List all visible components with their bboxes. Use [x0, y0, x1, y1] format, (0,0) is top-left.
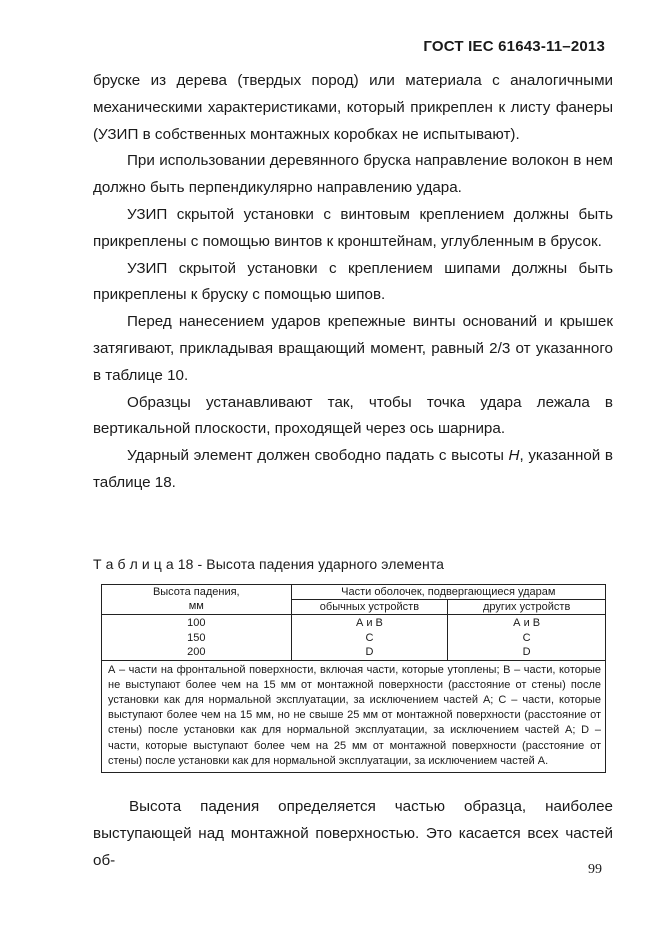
paragraph-drop-height: [93, 443, 613, 497]
page-number: 99: [588, 862, 602, 877]
table-value: С: [365, 631, 374, 644]
table-value: 150: [187, 631, 206, 644]
column-header-drop-height: [102, 585, 292, 615]
paragraph: бруске из дерева (твердых пород) или материала с аналогичными механическими характеристиками, который прикреплен к листу фанеры (УЗИП в собственных монтажных коробках не испытывают).: [93, 72, 613, 143]
column-header-unit: мм: [188, 600, 204, 612]
paragraph: Высота падения определяется частью образца, наиболее выступающей над монтажной поверхностью. Это касается всех частей об-: [93, 798, 613, 869]
table-cell-other: [448, 615, 606, 661]
table-cell-heights: [102, 615, 292, 661]
table-value: 200: [187, 646, 206, 658]
column-header-label: Высота падения,: [152, 586, 240, 598]
table-cell-ordinary: [291, 615, 448, 661]
variable-h: H: [508, 447, 520, 465]
table-value: А и В: [513, 617, 541, 629]
table-value: D: [522, 646, 531, 658]
table-value: D: [365, 646, 374, 658]
paragraph: Перед нанесением ударов крепежные винты оснований и крышек затягивают, прикладывая вращающий момент, равный 2/3 от указанного в таблице 10.: [93, 313, 613, 384]
paragraph: УЗИП скрытой установки с винтовым креплением должны быть прикреплены с помощью винтов к кронштейнам, углубленным в брусок.: [93, 205, 613, 250]
document-header: ГОСТ IEC 61643-11–2013: [423, 38, 605, 55]
paragraph: УЗИП скрытой установки с креплением шипами должны быть прикреплены к бруску с помощью шипов.: [93, 259, 613, 304]
table-note: А – части на фронтальной поверхности, включая части, которые утоплены; В – части, которые не выступают более чем на 15 мм от монтажной поверхности (расстояние от стены) после установки как для нормальной эксплуатации, за исключением частей А; С – части, которые выступают более чем на 15 мм, но не свыше 25 мм от монтажной поверхности (расстояние от стены) после установки как для нормальной эксплуатации, за исключением частей А; D – части, которые выступают более чем на 25 мм от монтажной поверхности (расстояние от стены) после установки как для нормальной эксплуатации, за исключением частей А.: [102, 660, 606, 772]
table-value: 100: [187, 617, 206, 629]
paragraph: При использовании деревянного бруска направление волокон в нем должно быть перпендикулярно направлению удара.: [93, 152, 613, 197]
column-header-other: других устройств: [448, 600, 606, 615]
body-text: [93, 68, 613, 497]
paragraph: Образцы устанавливают так, чтобы точка удара лежала в вертикальной плоскости, проходящей через ось шарнира.: [93, 393, 613, 438]
column-header-ordinary: обычных устройств: [291, 600, 448, 615]
column-group-header: Части оболочек, подвергающиеся ударам: [291, 585, 605, 600]
table-caption-prefix: Т а б л и ц а 18: [93, 556, 194, 572]
table-value: С: [522, 631, 531, 644]
table-value: А и В: [355, 617, 383, 629]
table-caption: [93, 556, 444, 572]
paragraph-text: Ударный элемент должен свободно падать с высоты: [127, 447, 509, 465]
body-text-after-table: [93, 793, 613, 874]
paragraph-text: , указанной в таблице 18.: [93, 447, 613, 491]
table-caption-text: - Высота падения ударного элемента: [193, 556, 445, 572]
table-18: [101, 584, 606, 773]
